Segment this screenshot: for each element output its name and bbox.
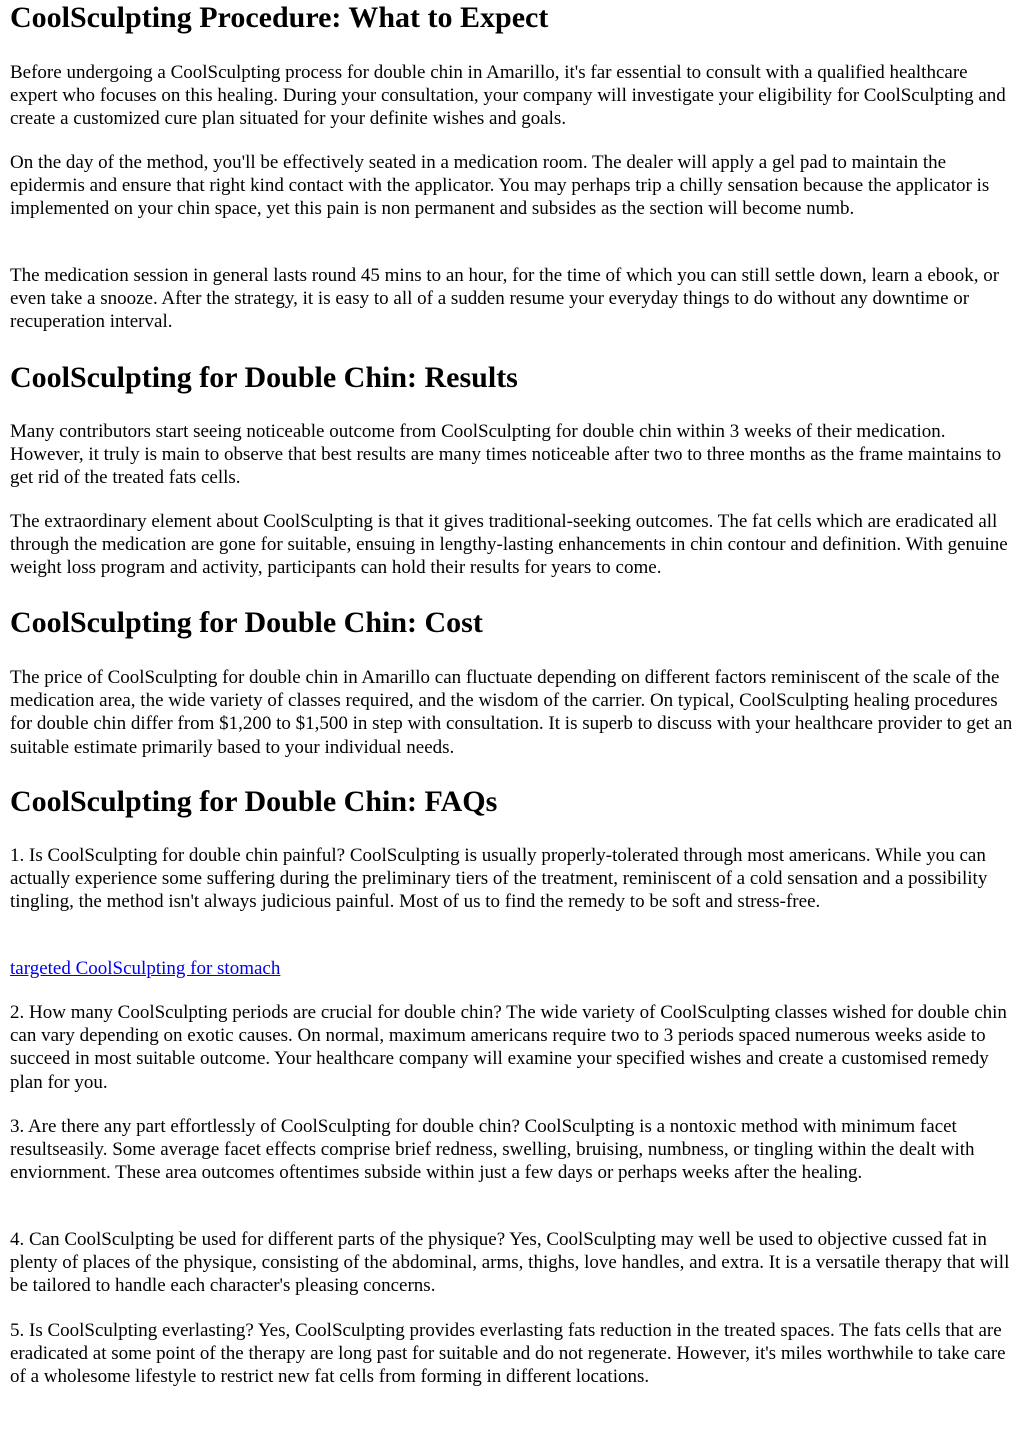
paragraph-results-lasting: The extraordinary element about CoolSculpting is that it gives traditional-seeking outcomes. The fat cells which are eradicated all through the medication are gone for suitable, ensuing in lengthy-lasting enhancements in chin contour and definition. With genuine weight loss program and activity, participants can hold their results for years to come. (10, 511, 1008, 579)
heading-results: CoolSculpting for Double Chin: Results (10, 361, 518, 394)
faq-item: 3. Are there any part effortlessly of CoolSculpting for double chin? CoolSculpting is a nontoxic method with minimum facet resultseasily. Some average facet effects comprise brief redness, swelling, bruising, numbness, or tingling within the dealt with enviornment. These area outcomes oftentimes subside within just a few days or perhaps weeks after the healing. (10, 1116, 975, 1184)
link-paragraph (10, 957, 1014, 980)
faq-item: 5. Is CoolSculpting everlasting? Yes, CoolSculpting provides everlasting fats reduction in the treated spaces. The fats cells that are eradicated at some point of the therapy are long past for suitable and do not regenerate. However, it's miles worthwhile to take care of a wholesome lifestyle to restrict new fat cells from forming in different locations. (10, 1320, 1006, 1388)
faq-item: 4. Can CoolSculpting be used for different parts of the physique? Yes, CoolSculpting may well be used to objective cussed fat in plenty of places of the physique, consisting of the abdominal, arms, thighs, love handles, and extra. It is a versatile therapy that will be tailored to handle each character's pleasing concerns. (10, 1229, 1010, 1297)
heading-faqs: CoolSculpting for Double Chin: FAQs (10, 785, 498, 818)
paragraph-day-of-method: On the day of the method, you'll be effectively seated in a medication room. The dealer will apply a gel pad to maintain the epidermis and ensure that right kind contact with the applicator. You may perhaps trip a chilly sensation because the applicator is implemented on your chin space, yet this pain is non permanent and subsides as the section will become numb. (10, 152, 990, 220)
paragraph-results-timing: Many contributors start seeing noticeable outcome from CoolSculpting for double chin within 3 weeks of their medication. However, it truly is main to observe that best results are many times noticeable after two to three months as the frame maintains to get rid of the treated fats cells. (10, 421, 1002, 489)
paragraph-consultation: Before undergoing a CoolSculpting process for double chin in Amarillo, it's far essential to consult with a qualified healthcare expert who focuses on this healing. During your consultation, your company will investigate your eligibility for CoolSculpting and create a customized cure plan situated for your definite wishes and goals. (10, 62, 1006, 130)
stomach-link[interactable]: targeted CoolSculpting for stomach (10, 958, 281, 979)
faq-item: 2. How many CoolSculpting periods are crucial for double chin? The wide variety of CoolSculpting classes wished for double chin can vary depending on exotic causes. On normal, maximum americans require two to 3 periods spaced numerous weeks aside to succeed in most suitable outcome. Your healthcare company will examine your specified wishes and create a customised remedy plan for you. (10, 1002, 1007, 1093)
paragraph-session-length: The medication session in general lasts round 45 mins to an hour, for the time of which you can still settle down, learn a ebook, or even take a snooze. After the strategy, it is easy to all of a sudden resume your everyday things to do without any downtime or recuperation interval. (10, 265, 1000, 333)
paragraph-cost: The price of CoolSculpting for double chin in Amarillo can fluctuate depending on different factors reminiscent of the scale of the medication area, the wide variety of classes required, and the wisdom of the carrier. On typical, CoolSculpting healing procedures for double chin differ from $1,200 to $1,500 in step with consultation. It is superb to discuss with your healthcare provider to get an suitable estimate primarily based to your individual needs. (10, 667, 1013, 758)
heading-cost: CoolSculpting for Double Chin: Cost (10, 606, 483, 639)
heading-procedure: CoolSculpting Procedure: What to Expect (10, 1, 549, 34)
faq-item: 1. Is CoolSculpting for double chin painful? CoolSculpting is usually properly-tolerated through most americans. While you can actually experience some suffering during the preliminary tiers of the treatment, reminiscent of a cold sensation and a possibility tingling, the method isn't always judicious painful. Most of us to find the remedy to be soft and stress-free. (10, 845, 988, 913)
